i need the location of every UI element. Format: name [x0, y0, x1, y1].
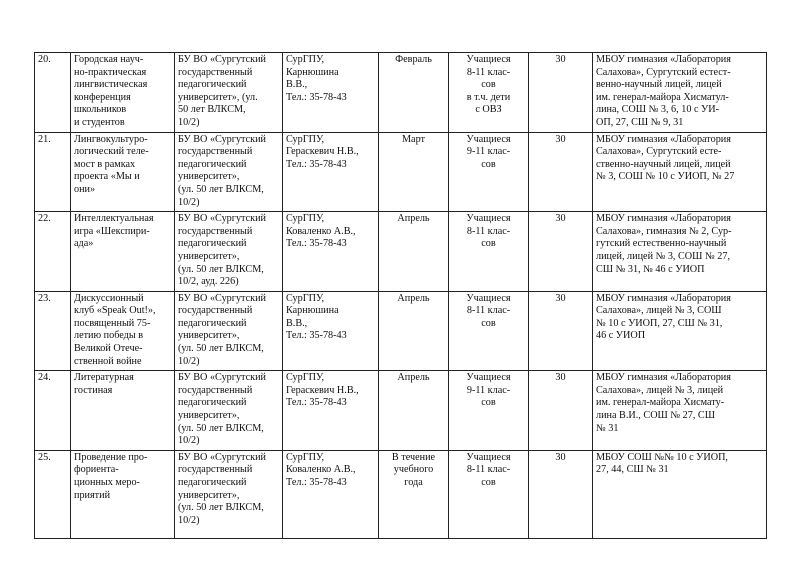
- event-date: Апрель: [379, 291, 449, 371]
- row-number: 23.: [35, 291, 71, 371]
- event-name: Городская науч- но-практическая лингвистическая конференция школьников и студентов: [71, 53, 175, 133]
- table-row: [35, 212, 767, 292]
- table-row: [35, 291, 767, 371]
- events-table: [34, 52, 767, 539]
- organizer: БУ ВО «Сургутский государственный педагогический университет», (ул. 50 лет ВЛКСМ, 10/2, ауд. 226): [175, 212, 283, 292]
- table-row: [35, 450, 767, 538]
- organizer: БУ ВО «Сургутский государственный педагогический университет», (ул. 50 лет ВЛКСМ, 10/2): [175, 53, 283, 133]
- participant-count: 30: [529, 132, 593, 212]
- event-date: Апрель: [379, 371, 449, 451]
- participant-count: 30: [529, 291, 593, 371]
- event-date: Февраль: [379, 53, 449, 133]
- participants: Учащиеся 8-11 клас- сов: [449, 450, 529, 538]
- participant-count: 30: [529, 53, 593, 133]
- schools: МБОУ СОШ №№ 10 с УИОП, 27, 44, СШ № 31: [593, 450, 767, 538]
- schools: МБОУ гимназия «Лаборатория Салахова», Сургутский естест- венно-научный лицей, лицей им. генерал-майора Хисматул- лина, СОШ № 3, 6, 10 с УИ- ОП, 27, СШ № 9, 31: [593, 53, 767, 133]
- participants: Учащиеся 8-11 клас- сов в т.ч. дети с ОВЗ: [449, 53, 529, 133]
- participants: Учащиеся 9-11 клас- сов: [449, 371, 529, 451]
- contact-person: СурГПУ, Гераскевич Н.В., Тел.: 35-78-43: [283, 371, 379, 451]
- table-row: [35, 132, 767, 212]
- organizer: БУ ВО «Сургутский государственный педагогический университет», (ул. 50 лет ВЛКСМ, 10/2): [175, 371, 283, 451]
- contact-person: СурГПУ, Карнюшина В.В., Тел.: 35-78-43: [283, 53, 379, 133]
- organizer: БУ ВО «Сургутский государственный педагогический университет», (ул. 50 лет ВЛКСМ, 10/2): [175, 291, 283, 371]
- event-name: Интеллектуальная игра «Шекспири- ада»: [71, 212, 175, 292]
- contact-person: СурГПУ, Коваленко А.В., Тел.: 35-78-43: [283, 450, 379, 538]
- participant-count: 30: [529, 371, 593, 451]
- row-number: 24.: [35, 371, 71, 451]
- table-body: [35, 53, 767, 539]
- table-row: [35, 371, 767, 451]
- event-name: Лингвокультуро- логический теле- мост в рамках проекта «Мы и они»: [71, 132, 175, 212]
- event-date: Март: [379, 132, 449, 212]
- event-name: Литературная гостиная: [71, 371, 175, 451]
- event-date: В течение учебного года: [379, 450, 449, 538]
- organizer: БУ ВО «Сургутский государственный педагогический университет», (ул. 50 лет ВЛКСМ, 10/2): [175, 450, 283, 538]
- participants: Учащиеся 8-11 клас- сов: [449, 291, 529, 371]
- row-number: 21.: [35, 132, 71, 212]
- schools: МБОУ гимназия «Лаборатория Салахова», Сургутский есте- ственно-научный лицей, лицей № 3, СОШ № 10 с УИОП, № 27: [593, 132, 767, 212]
- row-number: 20.: [35, 53, 71, 133]
- schools: МБОУ гимназия «Лаборатория Салахова», лицей № 3, лицей им. генерал-майора Хисмату- лина В.И., СОШ № 27, СШ № 31: [593, 371, 767, 451]
- table-row: [35, 53, 767, 133]
- contact-person: СурГПУ, Карнюшина В.В., Тел.: 35-78-43: [283, 291, 379, 371]
- row-number: 25.: [35, 450, 71, 538]
- participant-count: 30: [529, 450, 593, 538]
- schools: МБОУ гимназия «Лаборатория Салахова», гимназия № 2, Сур- гутский естественно-научный лицей, лицей № 3, СОШ № 27, СШ № 31, № 46 с УИОП: [593, 212, 767, 292]
- contact-person: СурГПУ, Коваленко А.В., Тел.: 35-78-43: [283, 212, 379, 292]
- event-date: Апрель: [379, 212, 449, 292]
- participant-count: 30: [529, 212, 593, 292]
- row-number: 22.: [35, 212, 71, 292]
- participants: Учащиеся 8-11 клас- сов: [449, 212, 529, 292]
- contact-person: СурГПУ, Гераскевич Н.В., Тел.: 35-78-43: [283, 132, 379, 212]
- schools: МБОУ гимназия «Лаборатория Салахова», лицей № 3, СОШ № 10 с УИОП, 27, СШ № 31, 46 с УИОП: [593, 291, 767, 371]
- participants: Учащиеся 9-11 клас- сов: [449, 132, 529, 212]
- organizer: БУ ВО «Сургутский государственный педагогический университет», (ул. 50 лет ВЛКСМ, 10/2): [175, 132, 283, 212]
- event-name: Проведение про- фориента- ционных меро- приятий: [71, 450, 175, 538]
- event-name: Дискуссионный клуб «Speak Out!», посвященный 75- летию победы в Великой Отече- ственной войне: [71, 291, 175, 371]
